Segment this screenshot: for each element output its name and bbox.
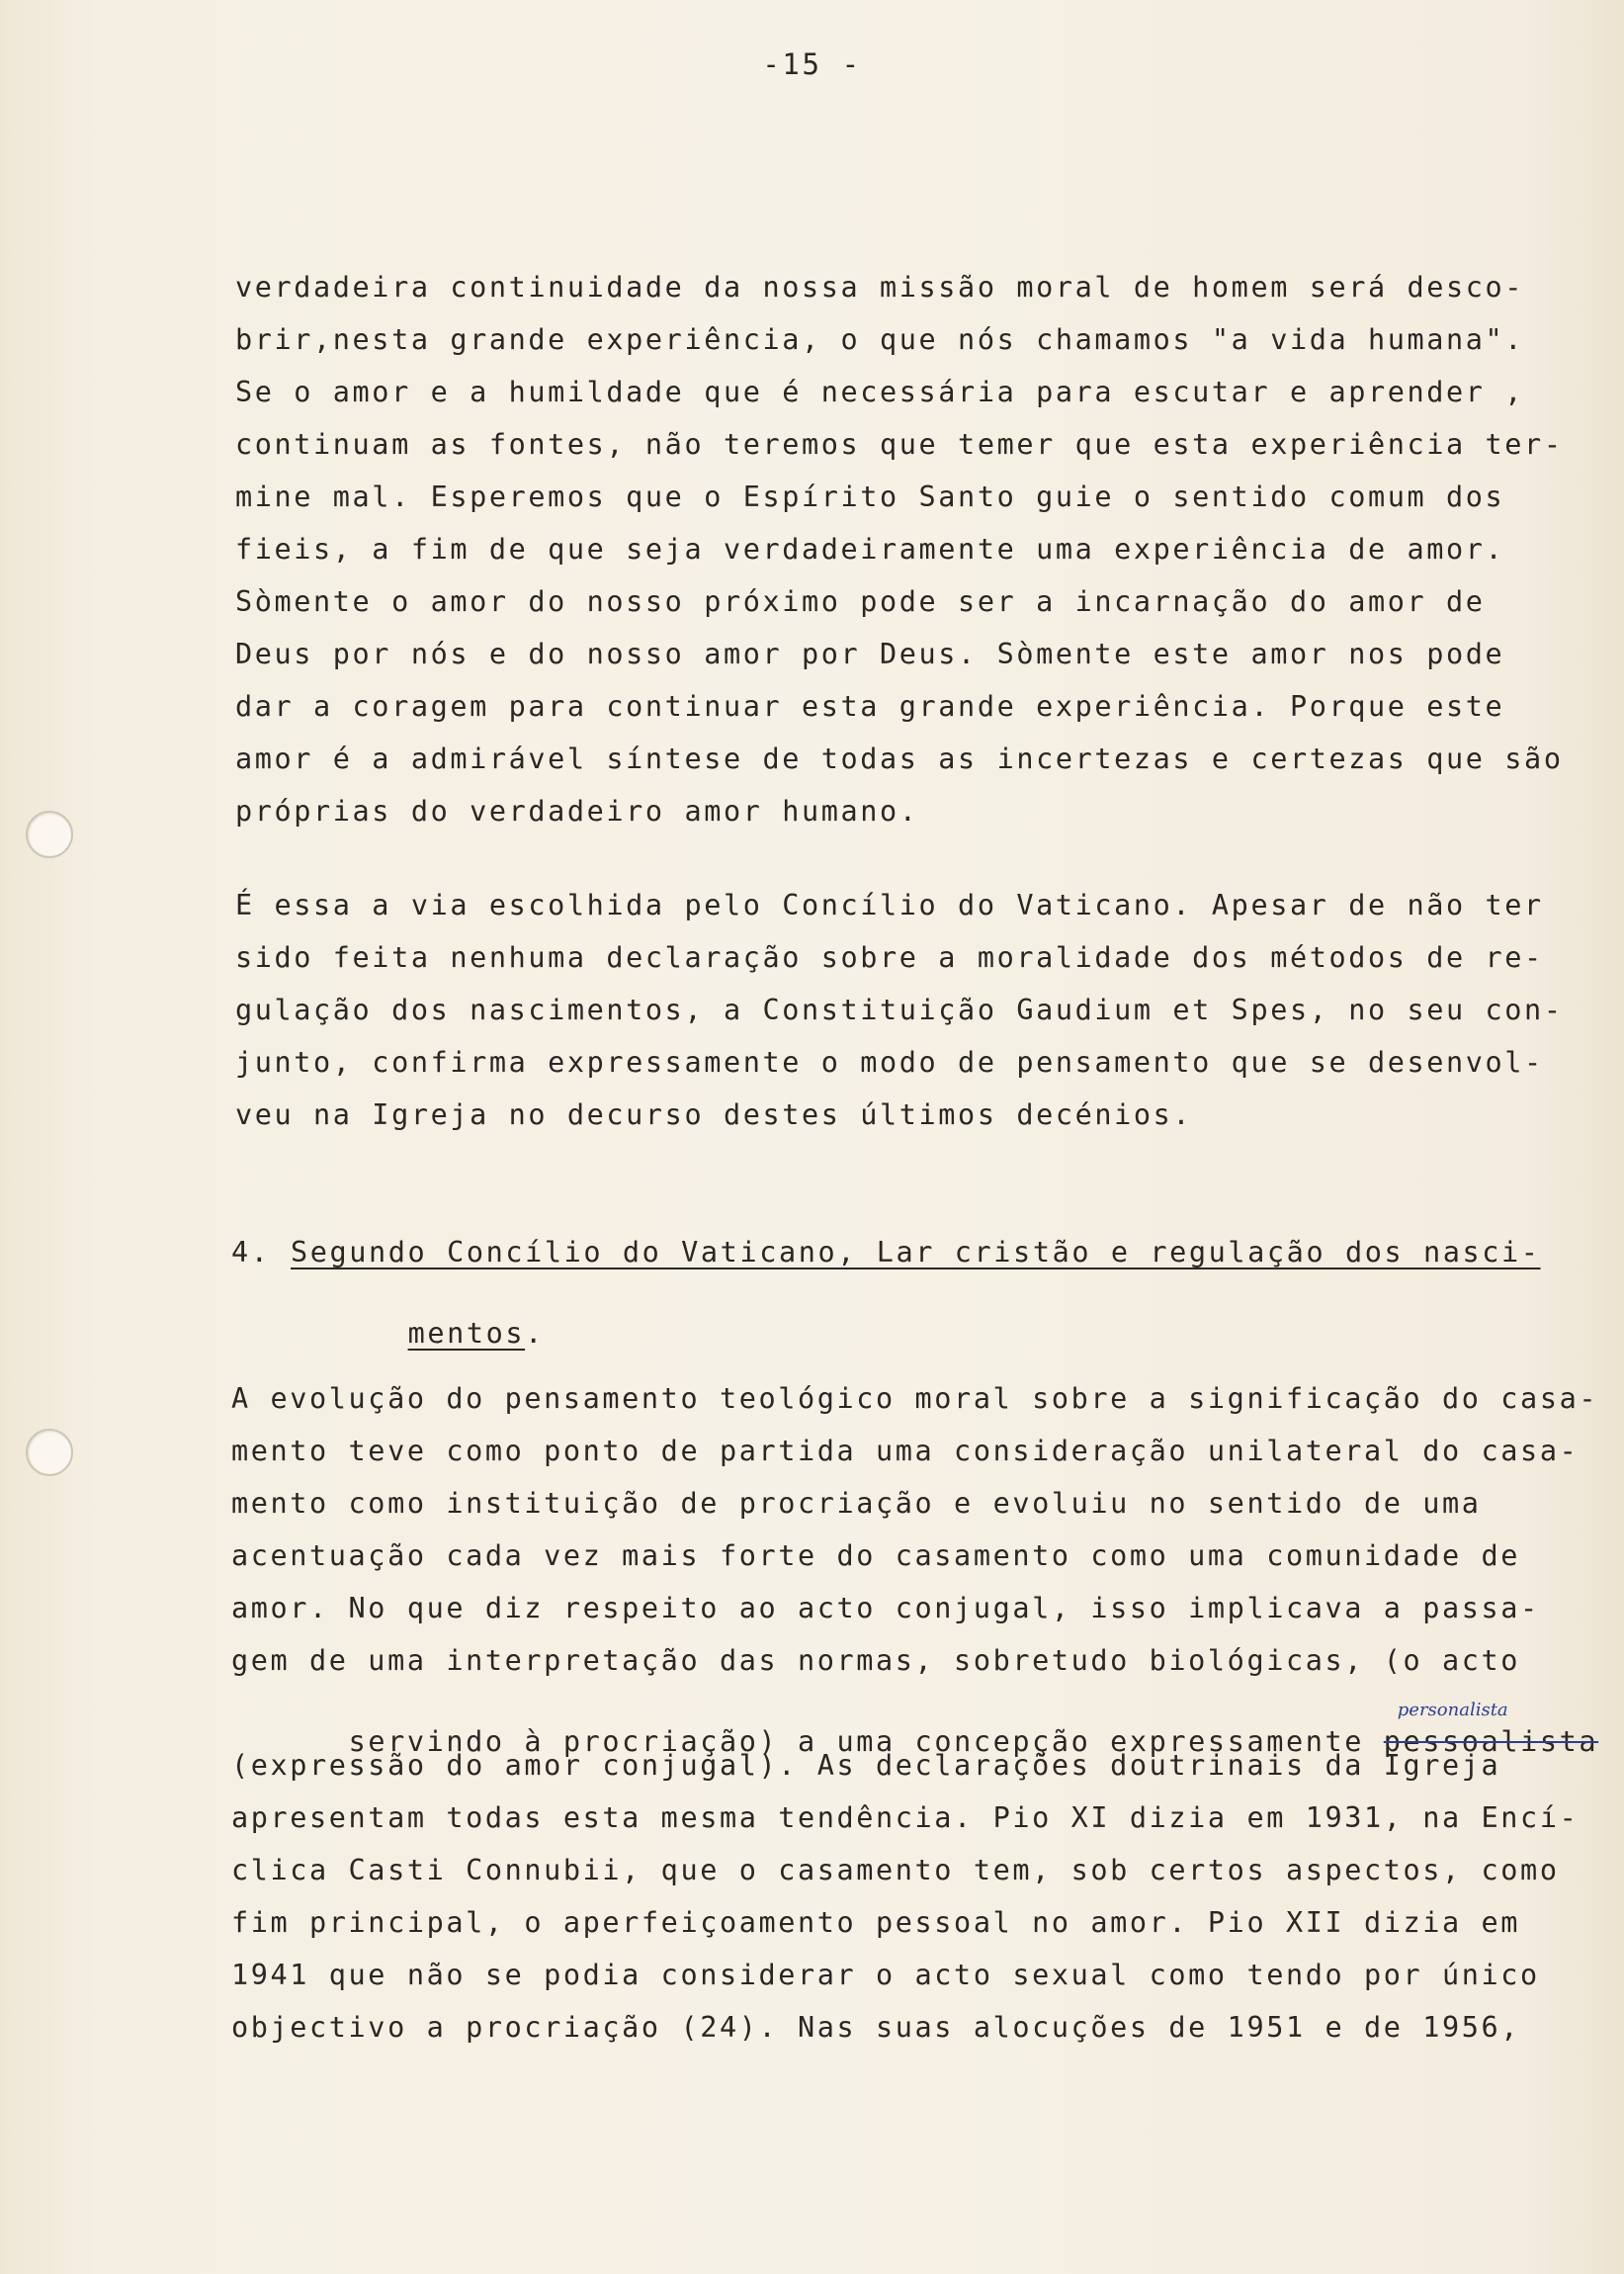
text-line: É essa a via escolhida pelo Concílio do Vaticano. Apesar de não ter	[235, 889, 1544, 921]
text-line: (expressão do amor conjugal). As declarações doutrinais da Igreja	[231, 1749, 1501, 1782]
text-line: brir,nesta grande experiência, o que nós chamamos "a vida humana".	[235, 323, 1525, 356]
text-line: objectivo a procriação (24). Nas suas alocuções de 1951 e de 1956,	[231, 2011, 1521, 2044]
text-line: mine mal. Esperemos que o Espírito Santo guie o sentido comum dos	[235, 481, 1505, 513]
page-number: -15 -	[762, 47, 862, 81]
text-line: sido feita nenhuma declaração sobre a moralidade dos métodos de re-	[235, 941, 1544, 974]
section-title-line-1: Segundo Concílio do Vaticano, Lar cristão e regulação dos nasci-	[291, 1236, 1541, 1268]
text-line: fim principal, o aperfeiçoamento pessoal no amor. Pio XII dizia em	[231, 1906, 1521, 1939]
text-line: clica Casti Connubii, que o casamento tem, sob certos aspectos, como	[231, 1854, 1560, 1886]
text-line: gulação dos nascimentos, a Constituição Gaudium et Spes, no seu con-	[235, 994, 1564, 1026]
text-line: próprias do verdadeiro amor humano.	[235, 795, 919, 828]
struck-word: pessoalista personalista	[1383, 1699, 1599, 1758]
handwritten-correction: personalista	[1397, 1699, 1508, 1720]
text-line: junto, confirma expressamente o modo de pensamento que se desenvol-	[235, 1046, 1544, 1079]
punch-hole-bottom	[26, 1429, 73, 1476]
text-line: mento como instituição de procriação e evoluiu no sentido de uma	[231, 1487, 1482, 1520]
text-line: apresentam todas esta mesma tendência. Pio XI dizia em 1931, na Encí-	[231, 1801, 1580, 1834]
text-line: acentuação cada vez mais forte do casamento como uma comunidade de	[231, 1539, 1521, 1572]
text-line: gem de uma interpretação das normas, sobretudo biológicas, (o acto	[231, 1644, 1521, 1677]
section-title-end: mentos	[407, 1316, 526, 1350]
punch-hole-top	[26, 811, 73, 858]
text-line: verdadeira continuidade da nossa missão moral de homem será desco-	[235, 271, 1525, 304]
text-line: Deus por nós e do nosso amor por Deus. Sòmente este amor nos pode	[235, 638, 1505, 670]
text-line: amor. No que diz respeito ao acto conjugal, isso implicava a passa-	[231, 1592, 1540, 1624]
text-line: Sòmente o amor do nosso próximo pode ser a incarnação do amor de	[235, 585, 1486, 618]
text-line: fieis, a fim de que seja verdadeiramente uma experiência de amor.	[235, 533, 1505, 566]
section-title-line-2	[291, 1291, 545, 1376]
text-line: amor é a admirável síntese de todas as incertezas e certezas que são	[235, 743, 1564, 775]
text-segment: servindo à procriação) a uma concepção expressamente	[348, 1724, 1384, 1758]
text-line: dar a coragem para continuar esta grande experiência. Porque este	[235, 690, 1505, 723]
text-line: A evolução do pensamento teológico moral sobre a significação do casa-	[231, 1382, 1599, 1415]
text-line: veu na Igreja no decurso destes últimos decénios.	[235, 1098, 1193, 1131]
text-line: 1941 que não se podia considerar o acto sexual como tendo por único	[231, 1959, 1540, 1991]
section-number: 4.	[231, 1236, 271, 1268]
text-line: mento teve como ponto de partida uma consideração unilateral do casa-	[231, 1435, 1580, 1467]
text-line: Se o amor e a humildade que é necessária para escutar e aprender ,	[235, 376, 1525, 408]
text-line: continuam as fontes, não teremos que temer que esta experiência ter-	[235, 428, 1564, 461]
section-title-period: .	[525, 1316, 545, 1350]
